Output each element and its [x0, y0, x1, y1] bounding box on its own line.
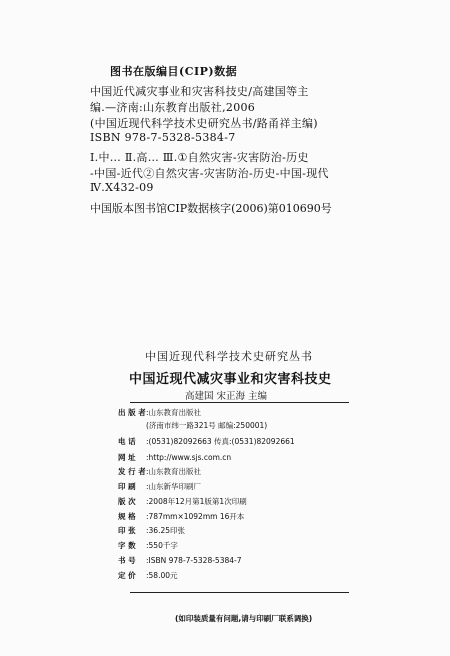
- colophon-label: 印 张: [118, 526, 136, 535]
- cip-line: 中国近代减灾事业和灾害科技史/高建国等主: [90, 85, 309, 98]
- colophon-value: :(0531)82092663 传真:(0531)82092661: [146, 437, 295, 446]
- series-title: 中国近现代科学技术史研究丛书: [145, 350, 313, 363]
- colophon-value: :山东教育出版社: [146, 467, 202, 476]
- cip-classification: -中国-近代②自然灾害-灾害防治-历史-中国-现代: [90, 167, 329, 180]
- colophon-row: [118, 452, 231, 463]
- colophon-label: 版 次: [118, 497, 136, 506]
- colophon-row: [118, 481, 201, 492]
- colophon-value: :58.00元: [146, 571, 178, 580]
- book-title: 中国近现代减灾事业和灾害科技史: [129, 372, 332, 387]
- cip-heading: 图书在版编目(CIP)数据: [110, 65, 238, 78]
- colophon-row: [118, 555, 242, 566]
- colophon-value: :山东新华印刷厂: [146, 482, 202, 491]
- colophon-label: 印 刷: [118, 482, 136, 491]
- colophon-label: 书 号: [118, 556, 136, 565]
- colophon-row: [118, 407, 201, 418]
- colophon-row: [118, 540, 178, 551]
- colophon-label: 字 数: [118, 541, 136, 550]
- colophon-label: 发 行 者: [118, 467, 146, 476]
- colophon-label: 定 价: [118, 571, 136, 580]
- cip-number: 中国版本图书馆CIP数据核字(2006)第010690号: [90, 202, 332, 215]
- cip-classification: Ⅰ.中… Ⅱ.高… Ⅲ.①自然灾害-灾害防治-历史: [90, 151, 309, 164]
- cip-isbn: ISBN 978-7-5328-5384-7: [90, 131, 236, 144]
- colophon-label: 规 格: [118, 512, 136, 521]
- colophon-label: 网 址: [118, 453, 136, 462]
- cip-classification: Ⅳ.X432-09: [90, 181, 154, 194]
- colophon-row: [118, 496, 247, 507]
- colophon-value: :550千字: [146, 541, 178, 550]
- colophon-row: [118, 466, 201, 477]
- book-authors: 高建国 宋正海 主编: [185, 391, 268, 402]
- colophon-label: 出 版 者: [118, 408, 146, 417]
- colophon-value: :2008年12月第1版第1次印刷: [146, 497, 247, 506]
- divider: [130, 592, 349, 593]
- colophon-value: :787mm×1092mm 16开本: [146, 512, 245, 521]
- cip-line: 编.—济南:山东教育出版社,2006: [90, 101, 256, 114]
- cip-line: (中国近现代科学技术史研究丛书/路甬祥主编): [90, 117, 318, 130]
- colophon-row: [118, 511, 244, 522]
- colophon-row: [118, 525, 185, 536]
- divider: [130, 402, 349, 403]
- colophon-value: :http://www.sjs.com.cn: [146, 453, 232, 462]
- colophon-value: (济南市纬一路321号 邮编:250001): [146, 421, 268, 430]
- colophon-row: [118, 420, 267, 431]
- colophon-row: [118, 436, 295, 447]
- colophon-value: :ISBN 978-7-5328-5384-7: [146, 556, 242, 565]
- quality-note: (如印装质量有问题,请与印刷厂联系调换): [175, 614, 313, 623]
- colophon-row: [118, 570, 178, 581]
- colophon-value: :36.25印张: [146, 526, 185, 535]
- colophon-value: :山东教育出版社: [146, 408, 202, 417]
- colophon-label: 电 话: [118, 437, 136, 446]
